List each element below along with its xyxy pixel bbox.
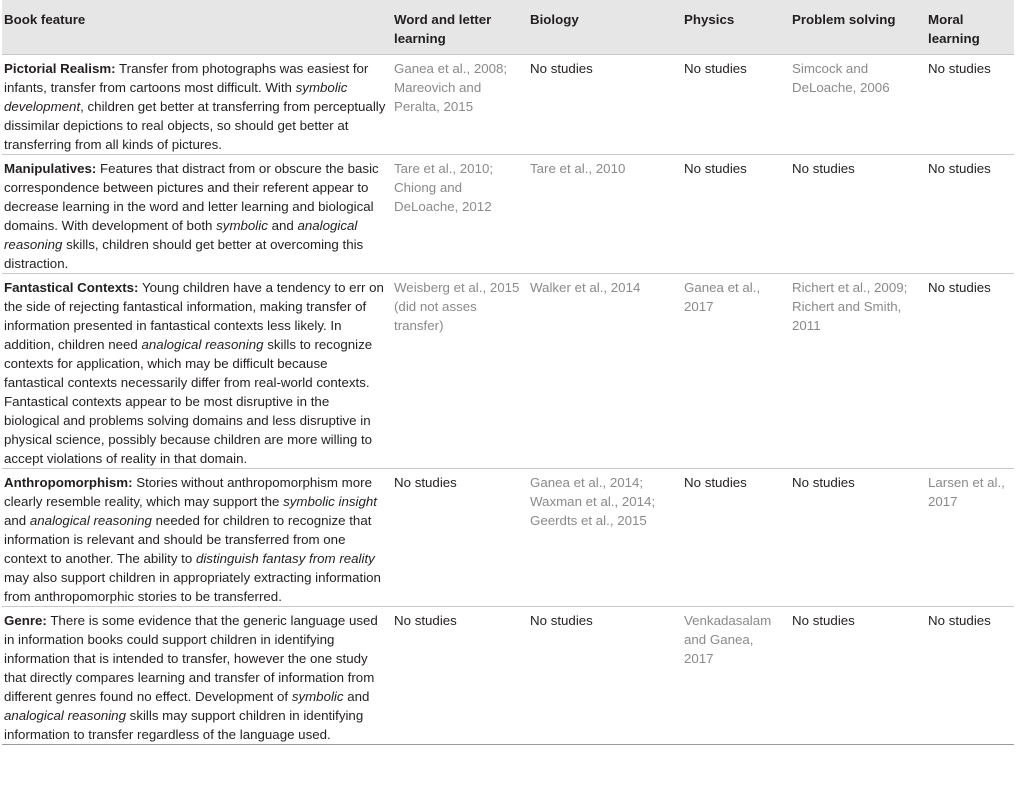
biology-cell: Walker et al., 2014 xyxy=(528,274,682,469)
physics-cell: Venkadasalam and Ganea, 2017 xyxy=(682,607,790,745)
header-word-letter-learning: Word and letter learning xyxy=(392,0,528,55)
feature-name: Anthropomorphism: xyxy=(4,475,133,490)
problem-solving-cell: Richert et al., 2009; Richert and Smith, 2011 xyxy=(790,274,926,469)
moral-learning-cell: No studies xyxy=(926,607,1014,745)
feature-cell: Fantastical Contexts: Young children have a tendency to err on the side of rejecting fantastical information, making transfer of information presented in fantastical contexts less likely. In addition, children need analogical reasoning skills to recognize contexts for application, which may be difficult because fantastical contexts necessarily differ from real-world contexts. Fantastical contexts appear to be most disruptive in the biological and problems solving domains and less disruptive in physical science, possibly because children are more willing to accept violations of reality in that domain. xyxy=(2,274,392,469)
feature-name: Pictorial Realism: xyxy=(4,61,116,76)
feature-cell: Anthropomorphism: Stories without anthropomorphism more clearly resemble reality, which may support the symbolic insight and analogical reasoning needed for children to recognize that information is relevant and should be transferred from one context to another. The ability to distinguish fantasy from reality may also support children in appropriately extracting information from anthropomorphic stories to be transferred. xyxy=(2,469,392,607)
biology-cell: Ganea et al., 2014; Waxman et al., 2014; Geerdts et al., 2015 xyxy=(528,469,682,607)
word-letter-cell: Ganea et al., 2008; Mareovich and Peralta, 2015 xyxy=(392,55,528,155)
feature-cell: Manipulatives: Features that distract from or obscure the basic correspondence between pictures and their referent appear to decrease learning in the word and letter learning and biological domains. With development of both symbolic and analogical reasoning skills, children should get better at overcoming this distraction. xyxy=(2,155,392,274)
feature-name: Manipulatives: xyxy=(4,161,97,176)
header-moral-learning: Moral learning xyxy=(926,0,1014,55)
table-row xyxy=(2,55,1014,155)
problem-solving-cell: No studies xyxy=(790,155,926,274)
table-row xyxy=(2,607,1014,745)
feature-cell: Pictorial Realism: Transfer from photographs was easiest for infants, transfer from cartoons most difficult. With symbolic development, children get better at transferring from perceptually dissimilar depictions to real objects, so should get better at transferring from all kinds of pictures. xyxy=(2,55,392,155)
moral-learning-cell: Larsen et al., 2017 xyxy=(926,469,1014,607)
word-letter-cell: No studies xyxy=(392,607,528,745)
header-book-feature: Book feature xyxy=(2,0,392,55)
problem-solving-cell: Simcock and DeLoache, 2006 xyxy=(790,55,926,155)
moral-learning-cell: No studies xyxy=(926,274,1014,469)
table-row xyxy=(2,274,1014,469)
feature-cell: Genre: There is some evidence that the generic language used in information books could support children in identifying information that is intended to transfer, however the one study that directly compares learning and transfer of information from different genres found no effect. Development of symbolic and analogical reasoning skills may support children in identifying information to transfer regardless of the language used. xyxy=(2,607,392,745)
problem-solving-cell: No studies xyxy=(790,607,926,745)
header-row xyxy=(2,0,1014,55)
physics-cell: Ganea et al., 2017 xyxy=(682,274,790,469)
word-letter-cell: No studies xyxy=(392,469,528,607)
studies-table xyxy=(2,0,1014,745)
header-biology: Biology xyxy=(528,0,682,55)
problem-solving-cell: No studies xyxy=(790,469,926,607)
word-letter-cell: Tare et al., 2010; Chiong and DeLoache, 2012 xyxy=(392,155,528,274)
feature-name: Fantastical Contexts: xyxy=(4,280,139,295)
biology-cell: No studies xyxy=(528,607,682,745)
moral-learning-cell: No studies xyxy=(926,55,1014,155)
word-letter-cell: Weisberg et al., 2015 (did not asses transfer) xyxy=(392,274,528,469)
header-problem-solving: Problem solving xyxy=(790,0,926,55)
physics-cell: No studies xyxy=(682,55,790,155)
header-physics: Physics xyxy=(682,0,790,55)
table-row xyxy=(2,469,1014,607)
table-row xyxy=(2,155,1014,274)
moral-learning-cell: No studies xyxy=(926,155,1014,274)
physics-cell: No studies xyxy=(682,469,790,607)
physics-cell: No studies xyxy=(682,155,790,274)
biology-cell: Tare et al., 2010 xyxy=(528,155,682,274)
biology-cell: No studies xyxy=(528,55,682,155)
feature-name: Genre: xyxy=(4,613,47,628)
